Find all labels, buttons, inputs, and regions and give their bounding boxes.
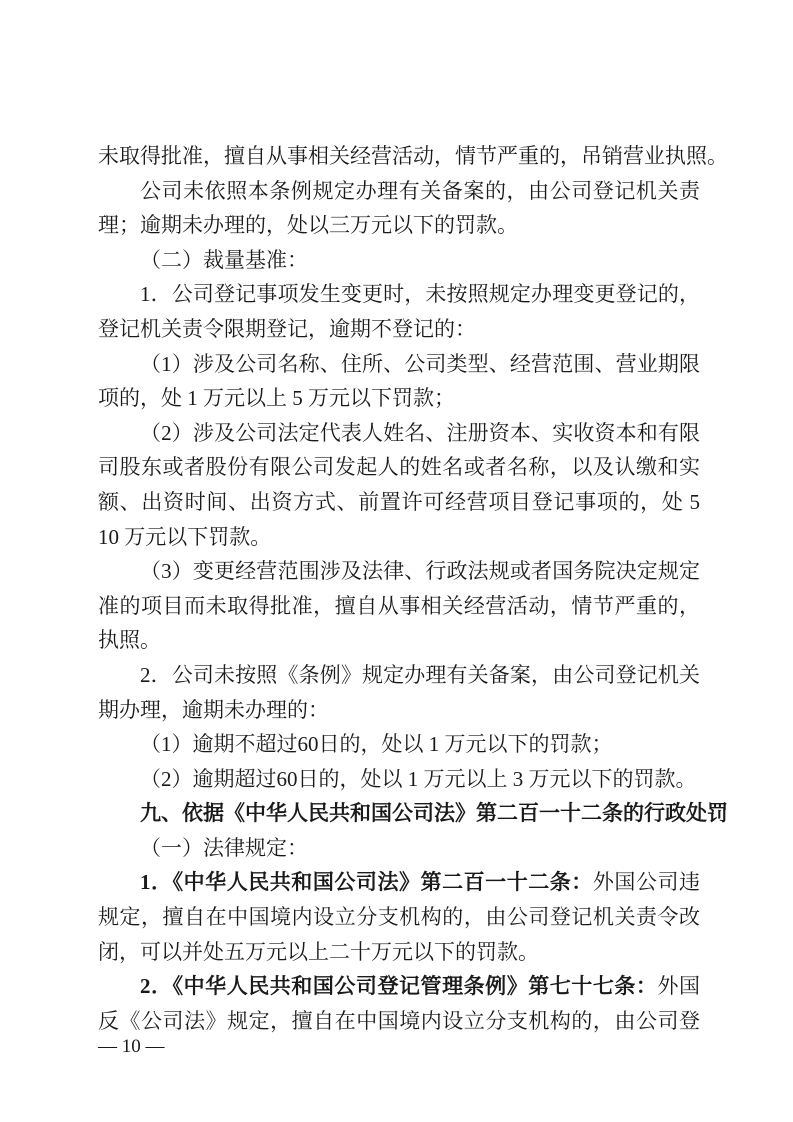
- text-line: [98, 623, 700, 658]
- text-segment: 额、出资时间、出资方式、前置许可经营项目登记事项的，处 5: [98, 489, 700, 514]
- text-line: [98, 520, 700, 555]
- text-line: [98, 554, 700, 589]
- bold-citation: 2．《中华人民共和国公司登记管理条例》第七十七条：: [140, 974, 658, 999]
- text-line: [98, 381, 700, 416]
- text-line: [98, 831, 700, 866]
- text-line: [98, 277, 700, 312]
- text-segment: （1）逾期不超过60日的，处以 1 万元以下的罚款；: [140, 732, 613, 757]
- text-line: [98, 139, 728, 174]
- text-segment: （一）法律规定：: [140, 835, 308, 860]
- text-line: [98, 485, 700, 520]
- text-line: [98, 208, 700, 243]
- text-line: [98, 416, 700, 451]
- text-segment: 项的，处 1 万元以上 5 万元以下罚款；: [98, 386, 455, 411]
- text-segment: 外国: [657, 974, 700, 999]
- text-segment: 理；逾期未办理的，处以三万元以下的罚款。: [98, 213, 518, 238]
- text-line: [98, 900, 700, 935]
- text-segment: 九、依据《中华人民共和国公司法》第二百一十二条的行政处罚: [140, 801, 728, 826]
- text-line: [98, 347, 700, 382]
- text-segment: 公司未依照本条例规定办理有关备案的，由公司登记机关责: [140, 178, 700, 203]
- text-line: [98, 174, 700, 209]
- text-segment: 期办理，逾期未办理的：: [98, 697, 329, 722]
- text-line: [98, 450, 700, 485]
- text-segment: 闭，可以并处五万元以上二十万元以下的罚款。: [98, 939, 539, 964]
- page-number: — 10 —: [98, 1036, 165, 1057]
- text-segment: 未取得批准，擅自从事相关经营活动，情节严重的，吊销营业执照。: [98, 144, 728, 168]
- text-segment: 10 万元以下罚款。: [98, 524, 272, 549]
- text-line: [98, 243, 700, 278]
- text-segment: （1）涉及公司名称、住所、公司类型、经营范围、营业期限: [140, 351, 700, 376]
- bold-citation: 1．《中华人民共和国公司法》第二百一十二条：: [140, 870, 593, 895]
- text-segment: 2．公司未按照《条例》规定办理有关备案，由公司登记机关: [140, 662, 700, 687]
- text-segment: （二）裁量基准：: [140, 247, 308, 272]
- text-line: [98, 969, 700, 1004]
- text-line: [98, 935, 700, 970]
- text-segment: 反《公司法》规定，擅自在中国境内设立分支机构的，由公司登: [98, 1008, 700, 1033]
- text-line: [98, 658, 700, 693]
- text-segment: 准的项目而未取得批准，擅自从事相关经营活动，情节严重的，: [98, 593, 700, 618]
- text-line: [98, 1004, 700, 1039]
- text-line: [98, 312, 700, 347]
- document-body: [98, 139, 728, 1038]
- text-line: [98, 865, 700, 900]
- section-heading: [98, 796, 728, 831]
- text-segment: 司股东或者股份有限公司发起人的姓名或者名称，以及认缴和实: [98, 455, 700, 480]
- text-line: [98, 762, 700, 797]
- text-segment: 1．公司登记事项发生变更时，未按照规定办理变更登记的，: [140, 282, 700, 307]
- text-line: [98, 589, 700, 624]
- text-segment: 登记机关责令限期登记，逾期不登记的：: [98, 316, 476, 341]
- text-segment: （2）逾期超过60日的，处以 1 万元以上 3 万元以下的罚款。: [140, 766, 697, 791]
- text-segment: 规定，擅自在中国境内设立分支机构的，由公司登记机关责令改: [98, 905, 700, 930]
- text-segment: 执照。: [98, 628, 161, 653]
- text-segment: （3）变更经营范围涉及法律、行政法规或者国务院决定规定: [140, 559, 700, 584]
- text-segment: （2）涉及公司法定代表人姓名、注册资本、实收资本和有限: [140, 420, 700, 445]
- text-segment: 外国公司违: [592, 870, 700, 895]
- text-line: [98, 727, 700, 762]
- text-line: [98, 693, 700, 728]
